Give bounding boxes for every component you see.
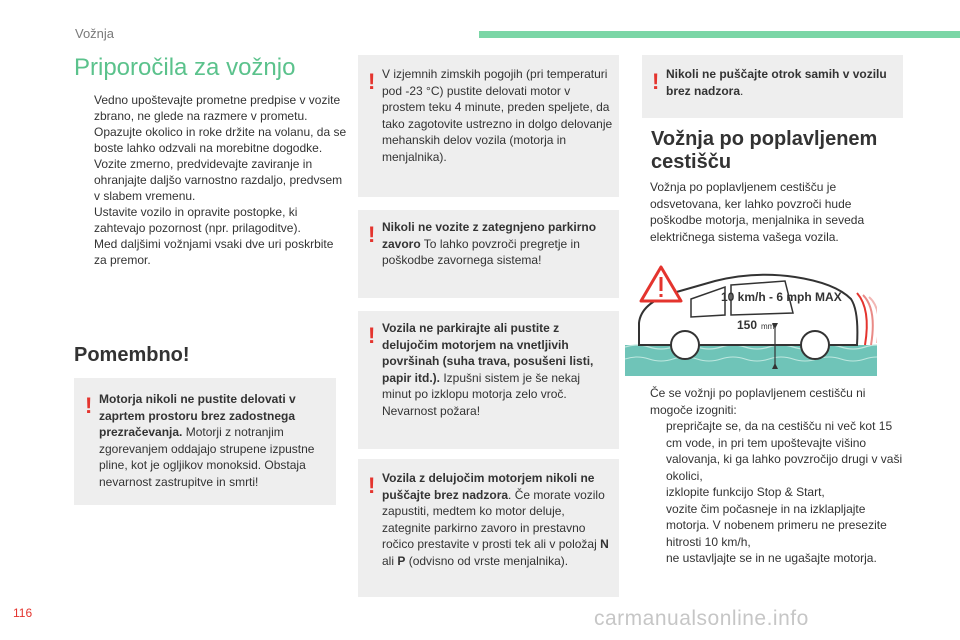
- list-item-text: vozite čim počasneje in na izklapljajte motorja. V nobenem primeru ne presezite hitrosti 10 km/h,: [666, 501, 887, 549]
- warning-icon: !: [85, 393, 93, 418]
- section-label: Vožnja: [75, 26, 115, 41]
- warning-text: [382, 470, 614, 569]
- list-item-text: Vedno upoštevajte prometne predpise v vozite zbrano, ne glede na razmere v prometu.: [94, 93, 341, 123]
- list-item-text: Opazujte okolico in roke držite na volanu, da se boste lahko odzvali na morebitne dogodke.: [94, 125, 347, 155]
- list-item: [72, 236, 347, 268]
- warning-body: Motorji z notranjim zgorevanjem oddajajo strupene izpustne pline, kot je ogljikov monoksid. Obstaja nevarnost zastrupitve in smrti!: [99, 425, 315, 489]
- list-item-text: ne ustavljajte se in ne ugašajte motorja.: [666, 551, 877, 565]
- warning-icon: !: [368, 69, 376, 94]
- flooded-road-heading: Vožnja po poplavljenem cestišču: [651, 128, 878, 173]
- warning-bold: Vozila z delujočim motorjem nikoli ne puščajte brez nadzora: [382, 471, 595, 502]
- list-item: [72, 124, 347, 156]
- list-item: [72, 92, 347, 124]
- gear-p: P: [397, 553, 406, 568]
- list-item-text: Ustavite vozilo in opravite postopke, ki zahtevajo pozornost (npr. prilagoditve).: [94, 205, 301, 235]
- gear-n: N: [600, 537, 609, 551]
- page-title: Priporočila za vožnjo: [74, 54, 296, 81]
- warning-bold: Motorja nikoli ne pustite delovati v zaprtem prostoru brez zadostnega prezračevanja.: [99, 392, 296, 439]
- depth-value: 150: [737, 318, 758, 332]
- list-item-text: prepričajte se, da na cestišču ni več kot 15 cm vode, in pri tem upoštevajte višino valovanja, ki ga lahko povzročijo drugi v vaši okolici,: [666, 419, 903, 483]
- list-item: [644, 550, 906, 567]
- warning-body: To lahko povzroči pregretje in poškodbe zavornega sistema!: [382, 236, 580, 267]
- warning-bold: Nikoli ne vozite z zategnjeno parkirno zavoro: [382, 220, 597, 251]
- flooded-road-conditions: Če se vožnji po poplavljenem cestišču ni mogoče izogniti:: [650, 386, 866, 417]
- warning-text: V izjemnih zimskih pogojih (pri temperaturi pod -23 °C) pustite delovati motor v prostem teku 4 minute, preden speljete, da tako zagotovite ustrezno in dolgo delovanje mehanskih delov vozila (motorja in menjalnika).: [382, 67, 613, 164]
- warning-body-tail: (odvisno od vrste menjalnika).: [405, 553, 569, 568]
- motion-line: [863, 295, 873, 345]
- list-item-text: Vozite zmerno, predvidevajte zaviranje in ohranjajte daljšo varnostno razdaljo, predvsem v slabem vremenu.: [94, 157, 343, 203]
- warning-triangle-mark: [660, 277, 663, 291]
- important-heading: Pomembno!: [74, 344, 190, 366]
- warning-body: Izpušni sistem je še nekaj minut po izklopu motorja zelo vroč. Nevarnost požara!: [382, 370, 581, 418]
- warning-bold: Vozila ne parkirajte ali pustite z delujočim motorjem na vnetljivih površinah (suha trava, posušeni listi, papir itd.).: [382, 321, 594, 385]
- list-item-text: Med daljšimi vožnjami vsaki dve uri poskrbite za premor.: [94, 237, 334, 267]
- list-item: [72, 204, 347, 236]
- header-bar: [479, 31, 960, 38]
- depth-unit: mm: [761, 322, 775, 331]
- list-item: [644, 501, 906, 551]
- warning-body: .: [740, 83, 744, 98]
- warning-text: [666, 66, 894, 99]
- page-number: 116: [13, 606, 33, 620]
- warning-text: [382, 219, 610, 269]
- list-item: [644, 484, 906, 501]
- speed-label: 10 km/h - 6 mph MAX: [721, 290, 842, 304]
- wheel: [801, 331, 829, 359]
- warning-icon: !: [368, 222, 376, 247]
- warning-text: [382, 320, 610, 419]
- watermark: carmanualsonline.info: [594, 607, 809, 630]
- list-item: [644, 418, 906, 484]
- warning-icon: !: [368, 473, 376, 498]
- wheel: [671, 331, 699, 359]
- motion-line: [857, 293, 867, 345]
- list-item-text: izklopite funkcijo Stop & Start,: [666, 485, 825, 499]
- warning-icon: !: [652, 69, 660, 94]
- recommendations-list: [72, 92, 347, 268]
- flooded-road-illustration: [625, 259, 877, 376]
- flooded-road-intro: Vožnja po poplavljenem cestišču je odsvetovana, ker lahko povzroči hude poškodbe motorja, menjalnika in seveda električnega sistema vašega vozila.: [650, 180, 865, 244]
- warning-body: . Če morate vozilo zapustiti, medtem ko motor deluje, zategnite parkirno zavoro in prestavno ročico prestavite v prosti tek ali v položaj: [382, 487, 605, 551]
- warning-triangle-dot: [660, 294, 663, 297]
- warning-text: [99, 391, 327, 490]
- warning-bold: Nikoli ne puščajte otrok samih v vozilu brez nadzora: [666, 67, 887, 98]
- warning-icon: !: [368, 323, 376, 348]
- warning-body-or: ali: [382, 553, 398, 568]
- list-item: [72, 156, 347, 204]
- flooded-road-list: [644, 418, 906, 567]
